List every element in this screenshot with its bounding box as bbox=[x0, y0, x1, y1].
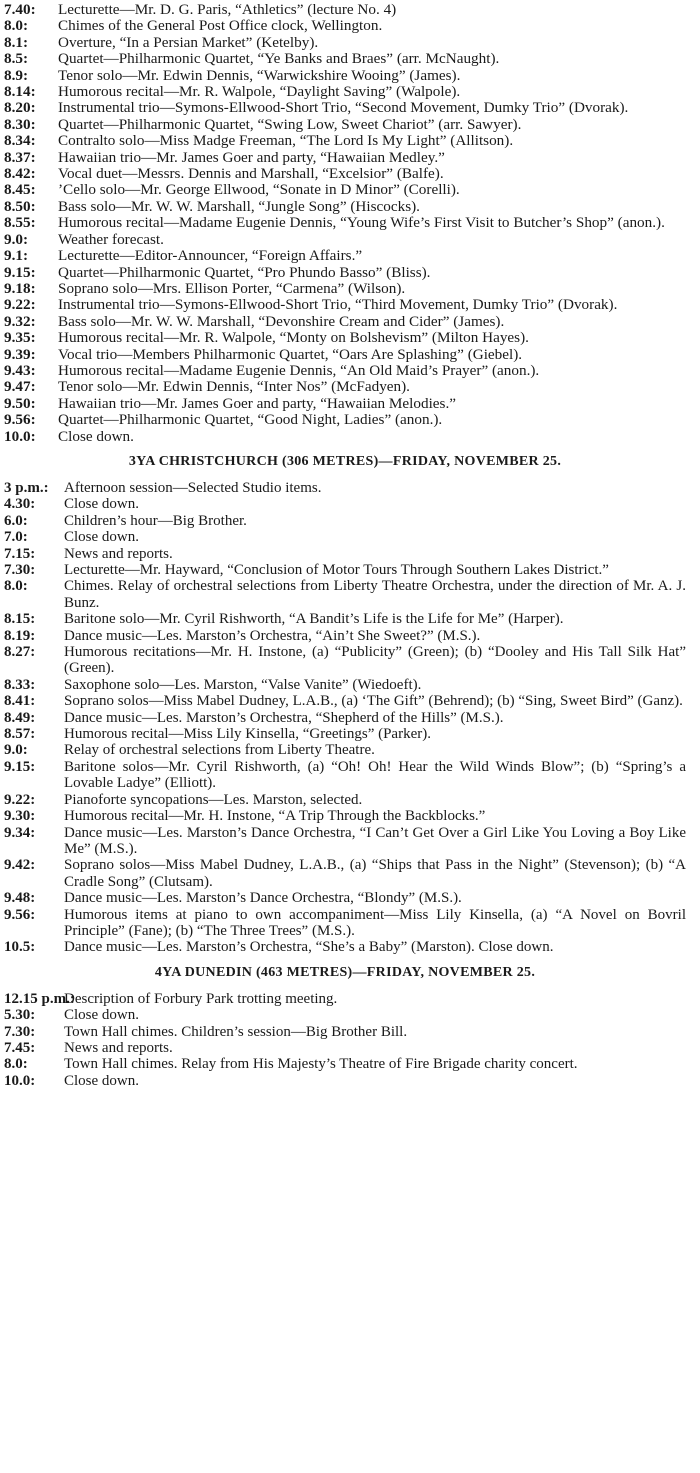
programme-entry bbox=[4, 759, 686, 792]
entry-time: 7.30: bbox=[4, 562, 36, 578]
entry-time: 6.0: bbox=[4, 512, 28, 529]
entry-text: Close down. bbox=[64, 496, 139, 513]
entry-text: Quartet—Philharmonic Quartet, “Good Night, Ladies” (anon.). bbox=[58, 411, 443, 429]
programme-entry bbox=[4, 166, 686, 182]
programme-entry bbox=[4, 1007, 686, 1023]
entry-time: 9.22: bbox=[4, 791, 36, 808]
entry-text: Afternoon session—Selected Studio items. bbox=[64, 479, 322, 496]
entry-time: 8.0: bbox=[4, 578, 28, 595]
entry-text: Humorous recital—Mr. R. Walpole, “Monty on Bolshevism” (Milton Hayes). bbox=[58, 329, 529, 347]
entry-time: 4.30: bbox=[4, 496, 36, 513]
entry-text: Baritone solo—Mr. Cyril Rishworth, “A Bandit’s Life is the Life for Me” (Harper). bbox=[64, 611, 564, 628]
entry-text: Soprano solos—Miss Mabel Dudney, L.A.B., (a) “Ships that Pass in the Night” (Stevenson); (b) “A Cradle Song” (Clutsam). bbox=[64, 857, 686, 890]
entry-text: Lecturette—Mr. D. G. Paris, “Athletics” (lecture No. 4) bbox=[58, 1, 397, 18]
entry-time: 8.19: bbox=[4, 627, 36, 644]
entry-text: Dance music—Les. Marston’s Orchestra, “She’s a Baby” (Marston). Close down. bbox=[64, 939, 554, 956]
programme-entry bbox=[4, 281, 686, 297]
programme-entry bbox=[4, 710, 686, 726]
programme-entry bbox=[4, 84, 686, 100]
entry-time: 8.55: bbox=[4, 214, 36, 232]
entry-text: Chimes of the General Post Office clock, Wellington. bbox=[58, 17, 383, 35]
entry-time: 9.48: bbox=[4, 890, 36, 907]
entry-text: Hawaiian trio—Mr. James Goer and party, “Hawaiian Medley.” bbox=[58, 148, 445, 166]
programme-entry bbox=[4, 611, 686, 627]
entry-time: 8.33: bbox=[4, 676, 36, 693]
entry-text: Humorous recital—Mr. H. Instone, “A Trip Through the Backblocks.” bbox=[64, 808, 486, 825]
entry-text: Contralto solo—Miss Madge Freeman, “The Lord Is My Light” (Allitson). bbox=[58, 132, 514, 150]
entry-time: 8.50: bbox=[4, 197, 36, 215]
entry-time: 5.30: bbox=[4, 1007, 36, 1024]
programme-entry bbox=[4, 248, 686, 264]
programme-entry bbox=[4, 182, 686, 198]
entry-text: Humorous recital—Miss Lily Kinsella, “Greetings” (Parker). bbox=[64, 726, 431, 743]
entry-text: Dance music—Les. Marston’s Dance Orchestra, “Blondy” (M.S.). bbox=[64, 890, 462, 907]
entry-time: 8.9: bbox=[4, 66, 29, 84]
entry-time: 8.5: bbox=[4, 50, 29, 68]
entry-time: 9.34: bbox=[4, 824, 36, 841]
programme-entry bbox=[4, 907, 686, 940]
entry-time: 8.30: bbox=[4, 115, 36, 133]
entry-text: Dance music—Les. Marston’s Orchestra, “Ain’t She Sweet?” (M.S.). bbox=[64, 627, 481, 644]
programme-entry bbox=[4, 396, 686, 412]
entry-time: 9.32: bbox=[4, 312, 36, 330]
programme-entry bbox=[4, 363, 686, 379]
programme-entry bbox=[4, 1056, 686, 1072]
programme-entry bbox=[4, 693, 686, 709]
entry-text: Instrumental trio—Symons-Ellwood-Short Trio, “Third Movement, Dumky Trio” (Dvorak). bbox=[58, 296, 618, 314]
programme-entry bbox=[4, 513, 686, 529]
entry-text: Humorous recital—Madame Eugenie Dennis, “An Old Maid’s Prayer” (anon.). bbox=[58, 361, 540, 379]
entry-time: 8.45: bbox=[4, 181, 36, 199]
entry-text: Bass solo—Mr. W. W. Marshall, “Devonshire Cream and Cider” (James). bbox=[58, 312, 505, 330]
programme-entry bbox=[4, 379, 686, 395]
entry-time: 9.39: bbox=[4, 345, 36, 363]
section-heading: 3YA CHRISTCHURCH (306 METRES)—FRIDAY, NOVEMBER 25. bbox=[128, 453, 562, 469]
programme-entry bbox=[4, 529, 686, 545]
entry-text: Quartet—Philharmonic Quartet, “Ye Banks and Braes” (arr. McNaught). bbox=[58, 50, 500, 68]
entry-time: 10.0: bbox=[4, 427, 36, 445]
entry-text: Saxophone solo—Les. Marston, “Valse Vanite” (Wiedoeft). bbox=[64, 676, 422, 693]
entry-time: 12.15 p.m.: bbox=[4, 990, 75, 1007]
programme-entry bbox=[4, 808, 686, 824]
entry-time: 8.57: bbox=[4, 726, 36, 743]
entry-text: Quartet—Philharmonic Quartet, “Pro Phundo Basso” (Bliss). bbox=[58, 263, 431, 281]
entry-text: Humorous items at piano to own accompaniment—Miss Lily Kinsella, (a) “A Novel on Bovril Principle” (Fane); (b) “The Three Trees” (M.S.). bbox=[64, 906, 686, 939]
entry-time: 9.15: bbox=[4, 263, 36, 281]
entry-time: 7.45: bbox=[4, 1039, 36, 1056]
section-2ya-continued bbox=[4, 2, 686, 445]
entry-text: Humorous recital—Mr. R. Walpole, “Daylight Saving” (Walpole). bbox=[58, 83, 461, 101]
programme-entry bbox=[4, 412, 686, 428]
entry-text: Lecturette—Editor-Announcer, “Foreign Affairs.” bbox=[58, 247, 363, 265]
entry-time: 9.35: bbox=[4, 329, 36, 347]
entry-text: Tenor solo—Mr. Edwin Dennis, “Warwickshire Wooing” (James). bbox=[58, 66, 461, 84]
programme-entry bbox=[4, 330, 686, 346]
programme-entry bbox=[4, 133, 686, 149]
entry-text: Dance music—Les. Marston’s Dance Orchestra, “I Can’t Get Over a Girl Like You Loving a Boy Like Me” (M.S.). bbox=[64, 824, 686, 857]
programme-entry bbox=[4, 2, 686, 18]
programme-entry bbox=[4, 677, 686, 693]
programme-entry bbox=[4, 562, 686, 578]
entry-text: Humorous recitations—Mr. H. Instone, (a) “Publicity” (Green); (b) “Dooley and His Tall Silk Hat” (Green). bbox=[64, 644, 686, 677]
programme-entry bbox=[4, 117, 686, 133]
entry-text: Town Hall chimes. Children’s session—Big Brother Bill. bbox=[64, 1023, 408, 1040]
entry-time: 8.1: bbox=[4, 33, 29, 51]
programme-entry bbox=[4, 496, 686, 512]
programme-entry bbox=[4, 150, 686, 166]
programme-entry bbox=[4, 265, 686, 281]
programme-entry bbox=[4, 232, 686, 248]
programme-entry bbox=[4, 792, 686, 808]
section-heading: 4YA DUNEDIN (463 METRES)—FRIDAY, NOVEMBER 25. bbox=[154, 964, 536, 980]
entry-time: 8.42: bbox=[4, 165, 36, 183]
entry-time: 8.37: bbox=[4, 148, 36, 166]
entry-time: 9.42: bbox=[4, 857, 36, 874]
programme-entry bbox=[4, 215, 686, 231]
entry-time: 9.30: bbox=[4, 808, 36, 825]
entry-time: 7.15: bbox=[4, 545, 36, 562]
entry-text: Quartet—Philharmonic Quartet, “Swing Low, Sweet Chariot” (arr. Sawyer). bbox=[58, 115, 522, 133]
entry-time: 9.56: bbox=[4, 906, 36, 923]
programme-entry bbox=[4, 1024, 686, 1040]
entry-text: Vocal trio—Members Philharmonic Quartet, “Oars Are Splashing” (Giebel). bbox=[58, 345, 523, 363]
entry-text: Close down. bbox=[64, 529, 139, 546]
entry-time: 8.15: bbox=[4, 611, 36, 628]
entry-text: Pianoforte syncopations—Les. Marston, selected. bbox=[64, 791, 363, 808]
entry-time: 9.43: bbox=[4, 361, 36, 379]
programme-entry bbox=[4, 480, 686, 496]
entry-text: Close down. bbox=[64, 1007, 139, 1024]
entry-text: Vocal duet—Messrs. Dennis and Marshall, “Excelsior” (Balfe). bbox=[58, 165, 444, 183]
entry-text: Overture, “In a Persian Market” (Ketelby). bbox=[58, 33, 319, 51]
programme-entry bbox=[4, 857, 686, 890]
programme-entry bbox=[4, 347, 686, 363]
entry-time: 7.0: bbox=[4, 529, 28, 546]
programme-entry bbox=[4, 1040, 686, 1056]
entry-time: 10.0: bbox=[4, 1072, 36, 1089]
entry-time: 8.0: bbox=[4, 17, 29, 35]
programme-entry bbox=[4, 546, 686, 562]
programme-entry bbox=[4, 939, 686, 955]
programme-entry bbox=[4, 825, 686, 858]
programme-entry bbox=[4, 18, 686, 34]
entry-text: Relay of orchestral selections from Liberty Theatre. bbox=[64, 742, 375, 759]
entry-text: Hawaiian trio—Mr. James Goer and party, “Hawaiian Melodies.” bbox=[58, 394, 456, 412]
entry-text: Humorous recital—Madame Eugenie Dennis, “Young Wife’s First Visit to Butcher’s Shop” (anon.). bbox=[58, 214, 665, 232]
entry-text: Dance music—Les. Marston’s Orchestra, “Shepherd of the Hills” (M.S.). bbox=[64, 709, 504, 726]
entry-time: 8.14: bbox=[4, 83, 36, 101]
entry-text: News and reports. bbox=[64, 1039, 173, 1056]
programme-entry bbox=[4, 35, 686, 51]
programme-entry bbox=[4, 644, 686, 677]
programme-entry bbox=[4, 51, 686, 67]
entry-text: Soprano solos—Miss Mabel Dudney, L.A.B., (a) ‘The Gift” (Behrend); (b) “Sing, Sweet Bird” (Ganz). bbox=[64, 693, 683, 710]
entry-text: ’Cello solo—Mr. George Ellwood, “Sonate in D Minor” (Corelli). bbox=[58, 181, 460, 199]
entry-time: 9.47: bbox=[4, 378, 36, 396]
entry-text: Soprano solo—Mrs. Ellison Porter, “Carmena” (Wilson). bbox=[58, 279, 406, 297]
entry-time: 8.27: bbox=[4, 644, 36, 661]
entry-text: News and reports. bbox=[64, 545, 173, 562]
programme-entry bbox=[4, 890, 686, 906]
entry-text: Close down. bbox=[64, 1072, 139, 1089]
entry-time: 9.22: bbox=[4, 296, 36, 314]
entry-time: 7.40: bbox=[4, 1, 36, 18]
entry-text: Chimes. Relay of orchestral selections from Liberty Theatre Orchestra, under the direction of Mr. A. J. Bunz. bbox=[64, 578, 686, 611]
entry-text: Children’s hour—Big Brother. bbox=[64, 512, 247, 529]
programme-entry bbox=[4, 68, 686, 84]
entry-time: 9.15: bbox=[4, 758, 36, 775]
entry-text: Instrumental trio—Symons-Ellwood-Short Trio, “Second Movement, Dumky Trio” (Dvorak). bbox=[58, 99, 629, 117]
programme-entry bbox=[4, 199, 686, 215]
entry-text: Tenor solo—Mr. Edwin Dennis, “Inter Nos” (McFadyen). bbox=[58, 378, 410, 396]
entry-text: Bass solo—Mr. W. W. Marshall, “Jungle Song” (Hiscocks). bbox=[58, 197, 420, 215]
programme-entry bbox=[4, 742, 686, 758]
programme-entry bbox=[4, 297, 686, 313]
entry-time: 10.5: bbox=[4, 939, 36, 956]
entry-time: 3 p.m.: bbox=[4, 479, 49, 496]
programme-entry bbox=[4, 100, 686, 116]
entry-text: Lecturette—Mr. Hayward, “Conclusion of Motor Tours Through Southern Lakes District.” bbox=[64, 562, 609, 578]
entry-text: Close down. bbox=[58, 427, 134, 445]
entry-text: Baritone solos—Mr. Cyril Rishworth, (a) “Oh! Oh! Hear the Wild Winds Blow”; (b) “Spring’s a Lovable Ladye” (Elliott). bbox=[64, 758, 686, 792]
section-3ya-christchurch bbox=[4, 453, 686, 956]
entry-time: 9.18: bbox=[4, 279, 36, 297]
entry-text: Weather forecast. bbox=[58, 230, 164, 248]
section-4ya-dunedin bbox=[4, 964, 686, 1089]
entry-time: 8.49: bbox=[4, 709, 36, 726]
programme-entry bbox=[4, 429, 686, 445]
entry-text: Town Hall chimes. Relay from His Majesty’s Theatre of Fire Brigade charity concert. bbox=[64, 1056, 578, 1073]
entry-time: 8.20: bbox=[4, 99, 36, 117]
programme-entry bbox=[4, 991, 686, 1007]
entry-time: 9.56: bbox=[4, 411, 36, 429]
entry-time: 8.41: bbox=[4, 693, 36, 710]
entry-time: 9.50: bbox=[4, 394, 36, 412]
programme-entry bbox=[4, 1073, 686, 1089]
entry-time: 8.0: bbox=[4, 1056, 28, 1073]
entry-time: 9.1: bbox=[4, 247, 29, 265]
programme-entry bbox=[4, 578, 686, 611]
programme-entry bbox=[4, 628, 686, 644]
programme-entry bbox=[4, 314, 686, 330]
entry-time: 9.0: bbox=[4, 742, 28, 759]
entry-text: Description of Forbury Park trotting meeting. bbox=[64, 990, 338, 1007]
entry-time: 8.34: bbox=[4, 132, 36, 150]
entry-time: 9.0: bbox=[4, 230, 29, 248]
entry-time: 7.30: bbox=[4, 1023, 36, 1040]
programme-entry bbox=[4, 726, 686, 742]
